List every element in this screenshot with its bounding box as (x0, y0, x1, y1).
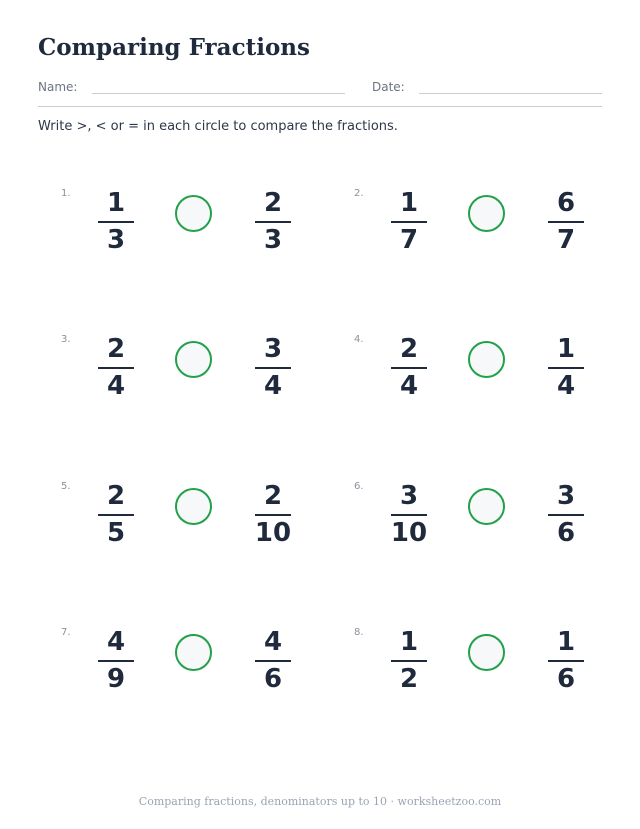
fraction-bar (98, 367, 134, 369)
denominator: 4 (399, 371, 419, 401)
denominator: 4 (263, 371, 283, 401)
numerator: 2 (106, 334, 126, 364)
right-fraction (253, 188, 293, 255)
right-fraction (253, 334, 293, 401)
footer: Comparing fractions, denominators up to 10 · worksheetzoo.com (138, 795, 502, 808)
numerator: 4 (106, 627, 126, 657)
left-fraction (389, 627, 429, 694)
problem-1 (61, 188, 321, 288)
answer-circle[interactable] (175, 634, 212, 671)
denominator: 10 (254, 518, 292, 548)
header-divider (38, 106, 602, 107)
numerator: 1 (399, 627, 419, 657)
numerator: 4 (263, 627, 283, 657)
answer-circle[interactable] (468, 341, 505, 378)
denominator: 5 (106, 518, 126, 548)
denominator: 6 (263, 664, 283, 694)
denominator: 10 (390, 518, 428, 548)
problem-number: 3. (61, 334, 71, 345)
answer-circle[interactable] (468, 195, 505, 232)
problem-7 (61, 627, 321, 727)
left-fraction (96, 188, 136, 255)
answer-circle[interactable] (175, 488, 212, 525)
problem-number: 5. (61, 481, 71, 492)
page-title: Comparing Fractions (38, 34, 310, 61)
numerator: 3 (399, 481, 419, 511)
fraction-bar (391, 660, 427, 662)
name-label: Name: (38, 80, 78, 94)
problem-2 (354, 188, 614, 288)
answer-circle[interactable] (468, 634, 505, 671)
denominator: 6 (556, 518, 576, 548)
denominator: 3 (106, 225, 126, 255)
fraction-bar (98, 221, 134, 223)
numerator: 1 (556, 627, 576, 657)
denominator: 6 (556, 664, 576, 694)
left-fraction (96, 627, 136, 694)
instructions: Write >, < or = in each circle to compare the fractions. (38, 119, 398, 134)
right-fraction (546, 627, 586, 694)
date-field[interactable] (419, 93, 602, 94)
left-fraction (389, 481, 429, 548)
denominator: 2 (399, 664, 419, 694)
right-fraction (253, 627, 293, 694)
answer-circle[interactable] (468, 488, 505, 525)
problem-number: 4. (354, 334, 364, 345)
problem-number: 1. (61, 188, 71, 199)
numerator: 3 (556, 481, 576, 511)
left-fraction (389, 334, 429, 401)
numerator: 3 (263, 334, 283, 364)
numerator: 2 (263, 481, 283, 511)
denominator: 4 (106, 371, 126, 401)
left-fraction (96, 334, 136, 401)
numerator: 1 (106, 188, 126, 218)
problem-6 (354, 481, 614, 581)
problem-number: 7. (61, 627, 71, 638)
fraction-bar (548, 514, 584, 516)
problem-number: 2. (354, 188, 364, 199)
denominator: 7 (399, 225, 419, 255)
right-fraction (546, 334, 586, 401)
problem-number: 6. (354, 481, 364, 492)
problem-4 (354, 334, 614, 434)
answer-circle[interactable] (175, 195, 212, 232)
fraction-bar (391, 367, 427, 369)
fraction-bar (98, 514, 134, 516)
name-field[interactable] (92, 93, 345, 94)
fraction-bar (391, 221, 427, 223)
fraction-bar (98, 660, 134, 662)
fraction-bar (391, 514, 427, 516)
denominator: 7 (556, 225, 576, 255)
left-fraction (96, 481, 136, 548)
denominator: 9 (106, 664, 126, 694)
fraction-bar (255, 514, 291, 516)
problem-number: 8. (354, 627, 364, 638)
numerator: 6 (556, 188, 576, 218)
numerator: 2 (106, 481, 126, 511)
denominator: 4 (556, 371, 576, 401)
right-fraction (546, 481, 586, 548)
problem-3 (61, 334, 321, 434)
right-fraction (546, 188, 586, 255)
fraction-bar (255, 367, 291, 369)
fraction-bar (255, 221, 291, 223)
numerator: 1 (399, 188, 419, 218)
numerator: 1 (556, 334, 576, 364)
left-fraction (389, 188, 429, 255)
fraction-bar (548, 367, 584, 369)
fraction-bar (548, 221, 584, 223)
denominator: 3 (263, 225, 283, 255)
fraction-bar (255, 660, 291, 662)
date-label: Date: (372, 80, 405, 94)
problem-8 (354, 627, 614, 727)
problem-5 (61, 481, 321, 581)
fraction-bar (548, 660, 584, 662)
right-fraction (253, 481, 293, 548)
answer-circle[interactable] (175, 341, 212, 378)
numerator: 2 (399, 334, 419, 364)
numerator: 2 (263, 188, 283, 218)
